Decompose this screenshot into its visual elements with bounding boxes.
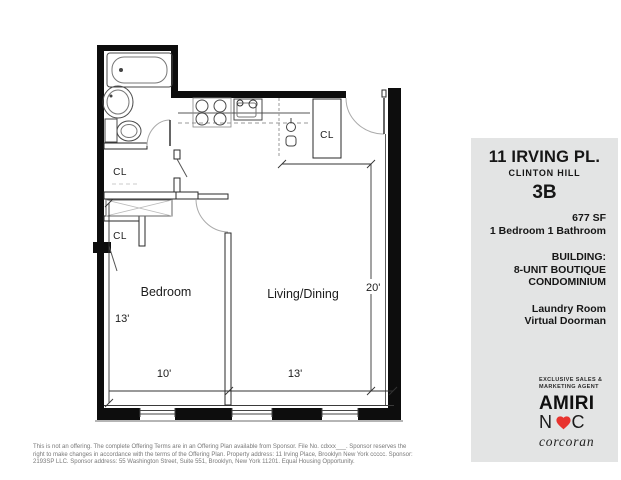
brand-c: C xyxy=(571,412,587,432)
agent-block xyxy=(539,377,602,450)
dim-bedroom-width: 10' xyxy=(156,368,172,380)
dim-living-depth: 20' xyxy=(366,282,381,294)
disclaimer-line-1: This is not an offering. The complete Offering Terms are in an Offering Plan available from Sponsor. File No. cdxxx___. Sponsor reserves the xyxy=(33,444,407,450)
bathroom xyxy=(103,53,172,142)
brokerage-logo: corcoran xyxy=(539,434,595,449)
listing-info-panel xyxy=(471,138,618,462)
amenity-doorman: Virtual Doorman xyxy=(524,315,606,327)
doors xyxy=(109,98,386,405)
bedroom-label: Bedroom xyxy=(140,285,192,299)
brand-n: N xyxy=(539,412,555,432)
property-title: 11 IRVING PL. xyxy=(488,148,601,166)
toilet-tank xyxy=(105,119,117,142)
kitchen xyxy=(178,98,310,158)
bedroom-door-arc xyxy=(196,200,228,232)
closet-shelving xyxy=(106,184,172,216)
building-label: BUILDING: xyxy=(551,251,606,263)
area-sf: 677 SF xyxy=(572,212,606,224)
agent-brand: AMIRI xyxy=(539,393,595,414)
closet2-door xyxy=(109,246,117,271)
legal-disclaimer xyxy=(33,444,445,467)
disclaimer-line-3: 2193SP LLC. Sponsor address: 55 Washington Street, Suite 551, Brooklyn, New York 11201. Equal Housing Opportunity. xyxy=(33,459,355,466)
tub-drain xyxy=(119,68,123,72)
building-line2: CONDOMINIUM xyxy=(528,276,606,288)
agent-brand-line2 xyxy=(539,413,602,431)
closet-label-1: CL xyxy=(113,167,127,178)
heart-icon xyxy=(555,414,572,430)
unit-facts xyxy=(471,212,618,328)
dim-living-width: 13' xyxy=(287,368,303,380)
disclaimer-line-2: right to make changes in accordance with the terms of the Offering Plan. Property address: 11 Irving Place, Brooklyn New York ccccc. Sponsor: xyxy=(33,451,413,458)
agent-tagline-1: EXCLUSIVE SALES & xyxy=(539,377,603,383)
entry-door-arc xyxy=(346,98,384,134)
amenity-laundry: Laundry Room xyxy=(531,302,606,315)
interior-walls xyxy=(104,90,386,405)
neighborhood: CLINTON HILL xyxy=(508,168,581,178)
living-dining-label: Living/Dining xyxy=(267,287,339,301)
bed-bath: 1 Bedroom 1 Bathroom xyxy=(489,224,606,237)
dim-bedroom-depth: 13' xyxy=(115,313,130,325)
closet-label-3: CL xyxy=(320,130,334,141)
building-line1: 8-UNIT BOUTIQUE xyxy=(513,263,606,276)
agent-tagline-2: MARKETING AGENT xyxy=(539,384,599,390)
closet-label-2: CL xyxy=(113,231,127,242)
unit-number: 3B xyxy=(532,182,557,203)
bathtub xyxy=(107,53,172,87)
windows xyxy=(95,406,403,422)
faucet xyxy=(287,123,296,132)
closet-door xyxy=(177,159,187,177)
